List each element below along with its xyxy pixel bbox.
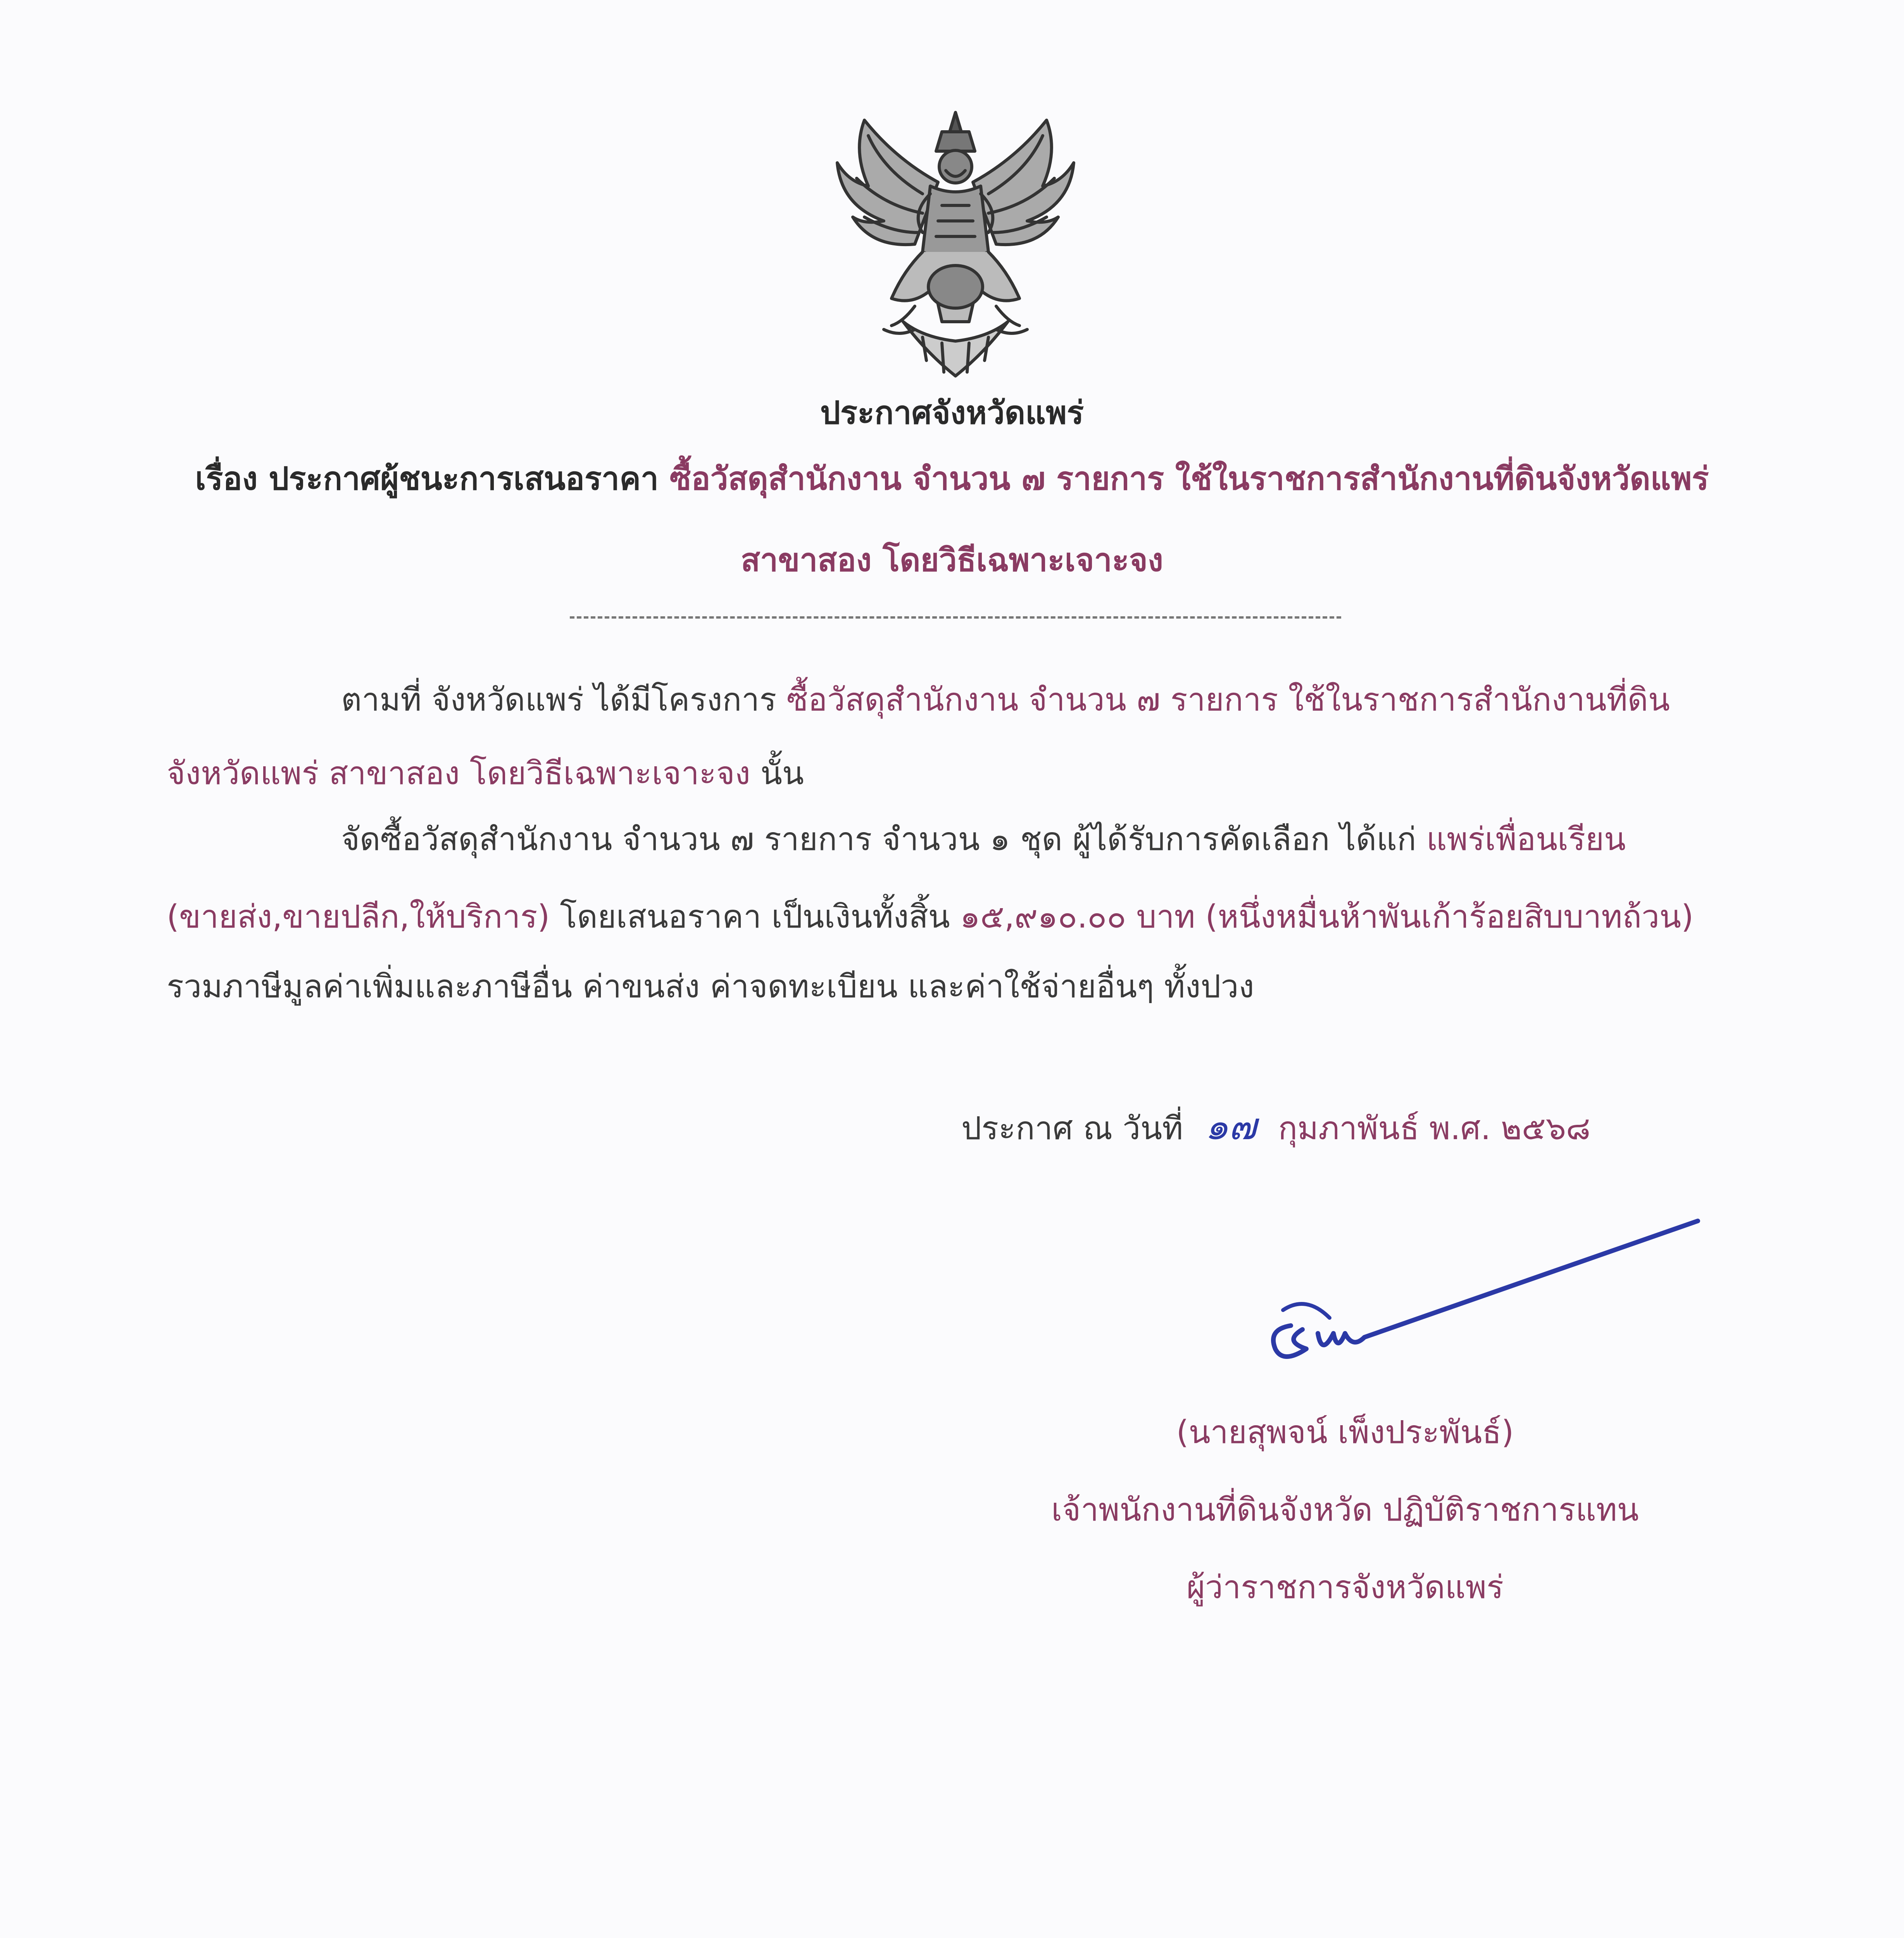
paragraph-2-line-3: รวมภาษีมูลค่าเพิ่มและภาษีอื่น ค่าขนส่ง ค่าจดทะเบียน และค่าใช้จ่ายอื่นๆ ทั้งปวง <box>167 968 1254 1005</box>
paragraph-2-line-2: (ขายส่ง,ขายปลีก,ให้บริการ) โดยเสนอราคา เป็นเงินทั้งสิ้น ๑๕,๙๑๐.๐๐ บาท (หนึ่งหมื่นห้าพันเก้าร้อยสิบบาทถ้วน) <box>167 898 1694 935</box>
vendor-name: แพร่เพื่อนเรียน <box>1426 821 1626 858</box>
announcement-date: ประกาศ ณ วันที่ ๑๗ กุมภาพันธ์ พ.ศ. ๒๕๖๘ <box>961 1105 1591 1148</box>
date-day-handwritten: ๑๗ <box>1205 1105 1257 1148</box>
signer-position: เจ้าพนักงานที่ดินจังหวัด ปฏิบัติราชการแทน <box>1051 1491 1639 1528</box>
signer-name: (นายสุพจน์ เพ็งประพันธ์) <box>1176 1414 1514 1451</box>
garuda-emblem <box>826 105 1085 388</box>
paragraph-1-line-1: ตามที่ จังหวัดแพร่ ได้มีโครงการ ซื้อวัสดุสำนักงาน จำนวน ๗ รายการ ใช้ในราชการสำนักงานที่ดิน <box>341 681 1670 718</box>
project-name: ซื้อวัสดุสำนักงาน จำนวน ๗ รายการ ใช้ในราชการสำนักงานที่ดิน <box>786 681 1670 718</box>
paragraph-2-line-1: จัดซื้อวัสดุสำนักงาน จำนวน ๗ รายการ จำนวน ๑ ชุด ผู้ได้รับการคัดเลือก ได้แก่ แพร่เพื่อนเรียน <box>341 821 1626 858</box>
handwritten-signature <box>1260 1202 1709 1380</box>
price-amount: ๑๕,๙๑๐.๐๐ บาท (หนึ่งหมื่นห้าพันเก้าร้อยสิบบาทถ้วน) <box>960 898 1694 935</box>
subject-line-2: สาขาสอง โดยวิธีเฉพาะเจาะจง <box>741 542 1163 579</box>
paragraph-1-line-2: จังหวัดแพร่ สาขาสอง โดยวิธีเฉพาะเจาะจง นั้น <box>167 755 804 792</box>
subject-item-line-1: ซื้อวัสดุสำนักงาน จำนวน ๗ รายการ ใช้ในราชการสำนักงานที่ดินจังหวัดแพร่ <box>669 460 1709 497</box>
document-title: ประกาศจังหวัดแพร่ <box>820 395 1084 431</box>
subject-line-1 <box>0 453 1904 504</box>
signer-authority: ผู้ว่าราชการจังหวัดแพร่ <box>1187 1569 1504 1606</box>
subject-prefix: เรื่อง ประกาศผู้ชนะการเสนอราคา <box>195 460 659 497</box>
separator <box>570 616 1341 619</box>
